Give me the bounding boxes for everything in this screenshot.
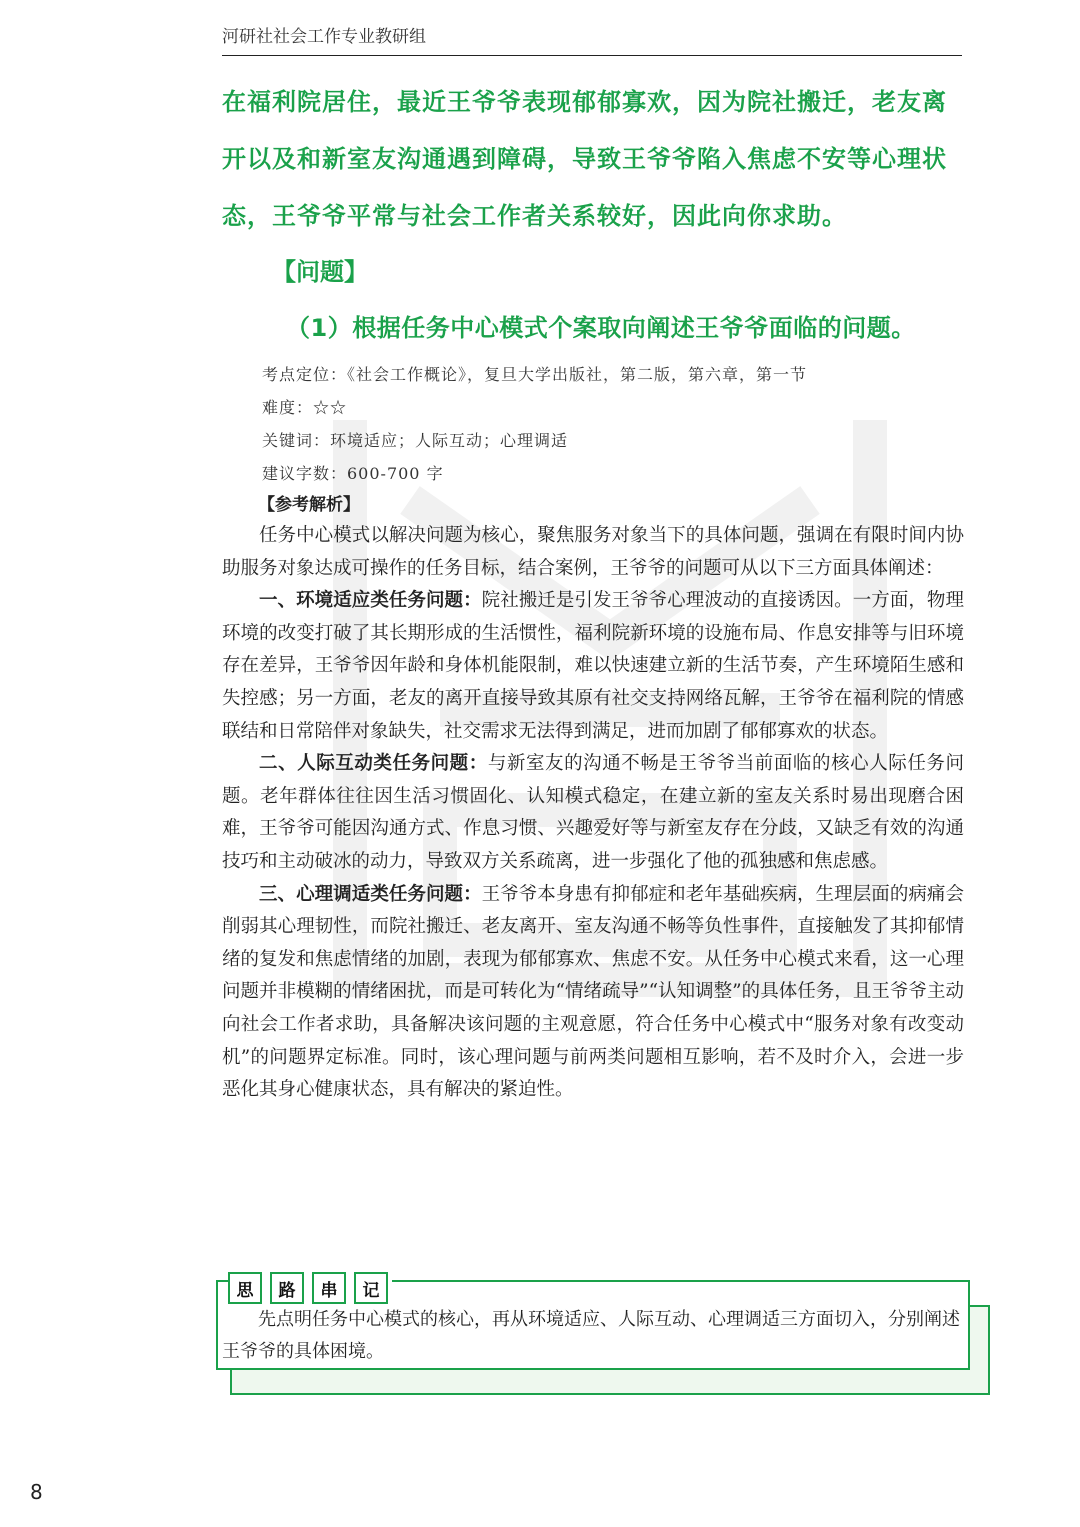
question-meta — [262, 358, 942, 490]
section-heading: 二、人际互动类任务问题： — [259, 753, 488, 775]
note-tab: 串 — [312, 1272, 346, 1304]
section-paragraph — [222, 879, 964, 1107]
exam-point: 考点定位：《社会工作概论》，复旦大学出版社，第二版，第六章，第一节 — [262, 365, 808, 384]
section-text: 与新室友的沟通不畅是王爷爷当前面临的核心人际任务问题。老年群体往往因生活习惯固化、认知模式稳定，在建立新的室友关系时易出现磨合困难，王爷爷可能因沟通方式、作息习惯、兴趣爱好等与新室友存在分歧，又缺乏有效的沟通技巧和主动破冰的动力，导致双方关系疏离，进一步强化了他的孤独感和焦虑感。 — [222, 753, 964, 872]
intro-paragraph: 任务中心模式以解决问题为核心，聚焦服务对象当下的具体问题，强调在有限时间内协助服务对象达成可操作的任务目标，结合案例，王爷爷的问题可从以下三方面具体阐述： — [222, 525, 964, 579]
question-text: （1）根据任务中心模式个案取向阐述王爷爷面临的问题。 — [286, 314, 916, 342]
section-heading: 一、环境适应类任务问题： — [259, 590, 482, 612]
note-tab: 记 — [354, 1272, 388, 1304]
reference-body — [222, 520, 964, 1107]
page-header: 河研社社会工作专业教研组 — [222, 22, 962, 56]
case-description: 在福利院居住，最近王爷爷表现郁郁寡欢，因为院社搬迁，老友离开以及和新室友沟通遇到障碍，导致王爷爷陷入焦虑不安等心理状态，王爷爷平常与社会工作者关系较好，因此向你求助。 — [222, 88, 947, 230]
keywords: 关键词：环境适应；人际互动；心理调适 — [262, 431, 569, 450]
section-paragraph — [222, 748, 964, 878]
note-text: 先点明任务中心模式的核心，再从环境适应、人际互动、心理调适三方面切入，分别阐述王爷爷的具体困境。 — [222, 1309, 960, 1362]
reference-title: 【参考解析】 — [258, 495, 360, 515]
difficulty: 难度：☆☆ — [262, 398, 348, 417]
word-count: 建议字数：600-700 字 — [262, 464, 444, 483]
page-number: 8 — [30, 1480, 43, 1504]
note-tab: 路 — [270, 1272, 304, 1304]
section-paragraph — [222, 585, 964, 748]
section-text: 院社搬迁是引发王爷爷心理波动的直接诱因。一方面，物理环境的改变打破了其长期形成的生活惯性，福利院新环境的设施布局、作息安排等与旧环境存在差异，王爷爷因年龄和身体机能限制，难以快速建立新的生活节奏，产生环境陌生感和失控感；另一方面，老友的离开直接导致其原有社交支持网络瓦解，王爷爷在福利院的情感联结和日常陪伴对象缺失，社交需求无法得到满足，进而加剧了郁郁寡欢的状态。 — [222, 590, 964, 742]
section-heading: 三、心理调适类任务问题： — [259, 883, 482, 905]
section-text: 王爷爷本身患有抑郁症和老年基础疾病，生理层面的病痛会削弱其心理韧性，而院社搬迁、老友离开、室友沟通不畅等负性事件，直接触发了其抑郁情绪的复发和焦虑情绪的加剧，表现为郁郁寡欢、焦虑不安。从任务中心模式来看，这一心理问题并非模糊的情绪困扰，而是可转化为“情绪疏导”“认知调整”的具体任务，且王爷爷主动向社会工作者求助，具备解决该问题的主观意愿，符合任务中心模式中“服务对象有改变动机”的问题界定标准。同时，该心理问题与前两类问题相互影响，若不及时介入，会进一步恶化其身心健康状态，具有解决的紧迫性。 — [222, 883, 964, 1101]
question-tag: 【问题】 — [272, 258, 368, 286]
note-tabs — [228, 1272, 392, 1304]
note-tab: 思 — [228, 1272, 262, 1304]
